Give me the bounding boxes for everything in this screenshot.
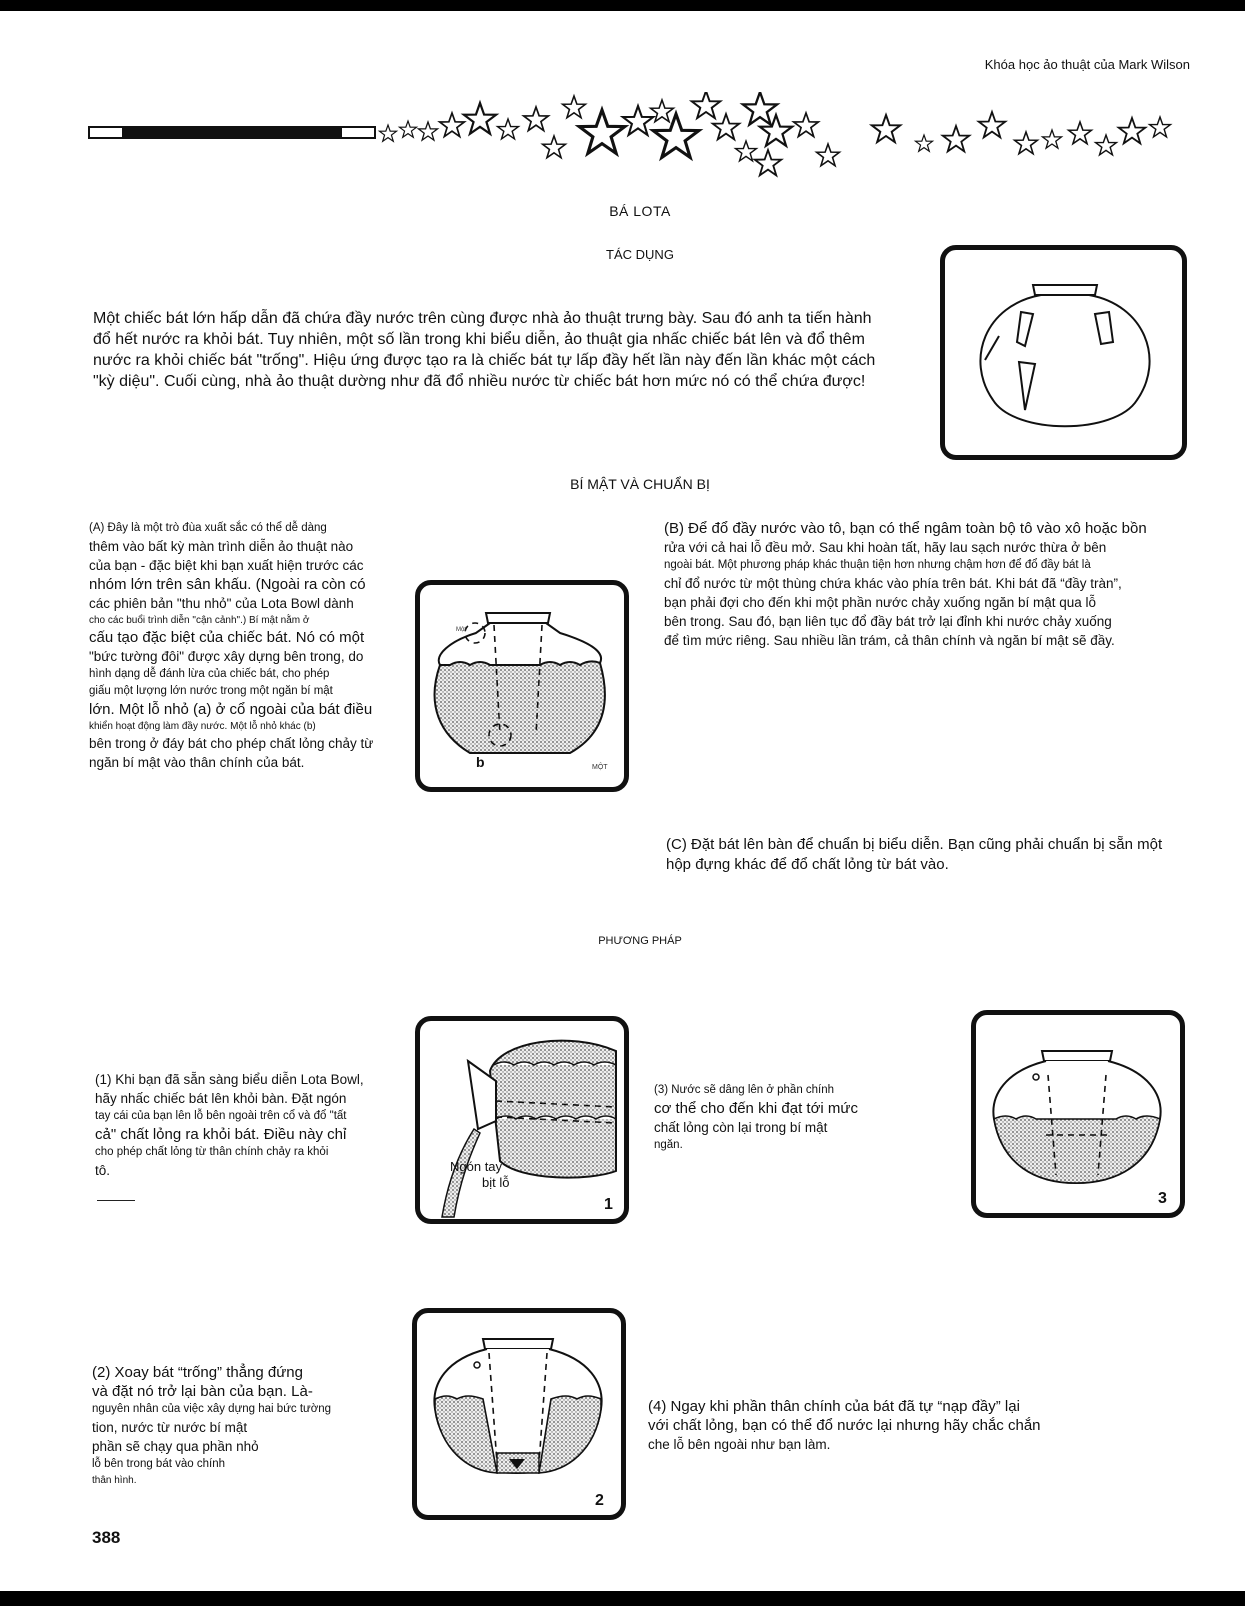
paragraph-b-line: bạn phải đợi cho đến khi một phần nước chảy xuống ngăn bí mật qua lỗ [664, 595, 1097, 610]
method-heading: PHƯƠNG PHÁP [598, 935, 682, 947]
paragraph-b-line: (B) Để đổ đầy nước vào tô, bạn có thể ngâm toàn bộ tô vào xô hoặc bồn [664, 520, 1147, 537]
bowl-outline-icon [945, 250, 1182, 455]
paragraph-a-line: "bức tường đôi" được xây dựng bên trong, do [89, 649, 364, 664]
paragraph-a-line: (A) Đây là một trò đùa xuất sắc có thể dễ dàng [89, 522, 327, 534]
figure-1-label-line: Ngón tay [450, 1159, 503, 1174]
step-2-text [92, 1363, 392, 1488]
label-corner: MỘT [592, 764, 608, 771]
paragraph-c-line: hộp đựng khác để đổ chất lỏng từ bát vào. [666, 856, 949, 873]
bowl-secret-chamber-icon [420, 585, 624, 787]
step-1-line: (1) Khi bạn đã sẵn sàng biểu diễn Lota Bowl, [95, 1072, 364, 1087]
label-hole-b: b [476, 754, 485, 770]
step-1-line: cho phép chất lỏng từ thân chính chảy ra khỏi [95, 1146, 329, 1158]
figure-3-number: 3 [1158, 1190, 1167, 1207]
step-2-line: thân hình. [92, 1475, 137, 1486]
figure-step-1 [415, 1016, 629, 1224]
paragraph-a-line: lớn. Một lỗ nhỏ (a) ở cổ ngoài của bát điều [89, 701, 373, 718]
bottom-border-bar [0, 1591, 1245, 1606]
top-border-bar [0, 0, 1245, 11]
paragraph-a-line: của bạn - đặc biệt khi bạn xuất hiện trước các [89, 558, 364, 573]
step-2-line: nguyên nhân của việc xây dựng hai bức tường [92, 1403, 332, 1415]
paragraph-c-line: (C) Đặt bát lên bàn để chuẩn bị biểu diễn. Bạn cũng phải chuẩn bị sẵn một [666, 836, 1163, 853]
paragraph-b-line: rửa với cả hai lỗ đều mở. Sau khi hoàn tất, hãy lau sạch nước thừa ở bên [664, 540, 1107, 555]
step-4-line: che lỗ bên ngoài như bạn làm. [648, 1437, 831, 1452]
effect-paragraph [93, 308, 923, 392]
paragraph-c [666, 835, 1186, 875]
magic-wand-icon [88, 125, 378, 141]
step-1-line: tô. [95, 1163, 111, 1178]
paragraph-a-line: khiển hoạt động làm đầy nước. Một lỗ nhỏ khác (b) [89, 721, 316, 732]
step-4-line: (4) Ngay khi phần thân chính của bát đã tự “nạp đầy” lại [648, 1398, 1020, 1415]
secret-heading: BÍ MẬT VÀ CHUẨN BỊ [570, 476, 710, 492]
paragraph-a-line: cho các buổi trình diễn "cận cảnh".) Bí mật nằm ở [89, 615, 310, 626]
step-1-line: cả" chất lỏng ra khỏi bát. Điều này chỉ [95, 1126, 347, 1143]
bowl-pouring-icon [420, 1021, 624, 1219]
label-hole-a: Một [456, 627, 467, 633]
step-3-line: (3) Nước sẽ dâng lên ở phần chính [654, 1084, 835, 1096]
bowl-refilling-icon [976, 1015, 1180, 1213]
step-4-line: với chất lỏng, bạn có thể đổ nước lại nhưng hãy chắc chắn [648, 1417, 1041, 1434]
paragraph-b-line: chỉ đổ nước từ một thùng chứa khác vào phía trên bát. Khi bát đã “đầy tràn”, [664, 576, 1122, 591]
step-2-line: lỗ bên trong bát vào chính [92, 1458, 225, 1470]
step-3-line: ngăn. [654, 1139, 683, 1151]
paragraph-b-line: ngoài bát. Một phương pháp khác thuận tiện hơn nhưng chậm hơn để đổ đầy bát là [664, 559, 1091, 571]
effect-line: Một chiếc bát lớn hấp dẫn đã chứa đầy nước trên cùng được nhà ảo thuật trưng bày. Sau đó anh ta tiến hành [93, 310, 872, 327]
figure-step-3 [971, 1010, 1185, 1218]
step-2-line: (2) Xoay bát “trống” thẳng đứng [92, 1364, 303, 1381]
step-3-line: chất lỏng còn lại trong bí mật [654, 1120, 828, 1135]
paragraph-a-line: bên trong ở đáy bát cho phép chất lỏng chảy từ [89, 736, 374, 751]
figure-1-label-line: bịt lỗ [482, 1175, 510, 1190]
paragraph-a-line: các phiên bản "thu nhỏ" của Lota Bowl dành [89, 596, 354, 611]
step-2-line: tion, nước từ nước bí mật [92, 1420, 248, 1435]
step-4-text [648, 1397, 1128, 1454]
figure-step-2 [412, 1308, 626, 1520]
effect-line: nước ra khỏi chiếc bát "trống". Hiệu ứng được tạo ra là chiếc bát tự lấp đầy hết lần này đến lần khác một cách [93, 352, 876, 369]
paragraph-a-line: hình dạng dễ đánh lừa của chiếc bát, cho phép [89, 668, 330, 680]
paragraph-a-line: nhóm lớn trên sân khấu. (Ngoài ra còn có [89, 576, 366, 593]
figure-bowl-secret-chamber [415, 580, 629, 792]
effect-line: "kỳ diệu". Cuối cùng, nhà ảo thuật dường như đã đổ nhiều nước từ chiếc bát hơn mức nó có thể chứa được! [93, 373, 866, 390]
effect-heading: TÁC DỤNG [606, 247, 674, 262]
divider [97, 1200, 135, 1201]
step-3-text [654, 1082, 934, 1154]
step-1-line: tay cái của bạn lên lỗ bên ngoài trên cổ và đổ "tất [95, 1110, 347, 1122]
bowl-upright-icon [417, 1313, 621, 1515]
paragraph-b [664, 519, 1194, 650]
step-2-line: và đặt nó trở lại bàn của bạn. Là- [92, 1383, 313, 1400]
paragraph-b-line: bên trong. Sau đó, bạn liên tục đổ đầy bát trở lại đỉnh khi nước chảy xuống [664, 614, 1112, 629]
paragraph-a-line: giấu một lượng lớn nước trong một ngăn bí mật [89, 685, 333, 697]
figure-1-number: 1 [604, 1196, 613, 1213]
step-1-text [95, 1070, 405, 1180]
page-number: 388 [92, 1528, 121, 1547]
paragraph-a-line: cấu tạo đặc biệt của chiếc bát. Nó có một [89, 629, 365, 646]
stars-decoration-icon [376, 92, 1196, 187]
figure-2-number: 2 [595, 1492, 604, 1509]
paragraph-a-line: thêm vào bất kỳ màn trình diễn ảo thuật nào [89, 539, 354, 554]
paragraph-a-line: ngăn bí mật vào thân chính của bát. [89, 755, 305, 770]
figure-bowl-overview [940, 245, 1187, 460]
step-1-line: hãy nhấc chiếc bát lên khỏi bàn. Đặt ngón [95, 1091, 347, 1106]
effect-line: đổ hết nước ra khỏi bát. Tuy nhiên, một số lần trong khi biểu diễn, ảo thuật gia nhấc chiếc bát lên và đổ thêm [93, 331, 865, 348]
paragraph-b-line: để tìm mức riêng. Sau nhiều lần trám, cả thân chính và ngăn bí mật sẽ đầy. [664, 633, 1115, 648]
step-3-line: cơ thể cho đến khi đạt tới mức [654, 1100, 858, 1117]
page-title: BÁ LOTA [609, 203, 671, 219]
paragraph-a [89, 520, 401, 772]
header-credit: Khóa học ảo thuật của Mark Wilson [984, 57, 1190, 72]
step-2-line: phần sẽ chạy qua phần nhỏ [92, 1439, 259, 1454]
